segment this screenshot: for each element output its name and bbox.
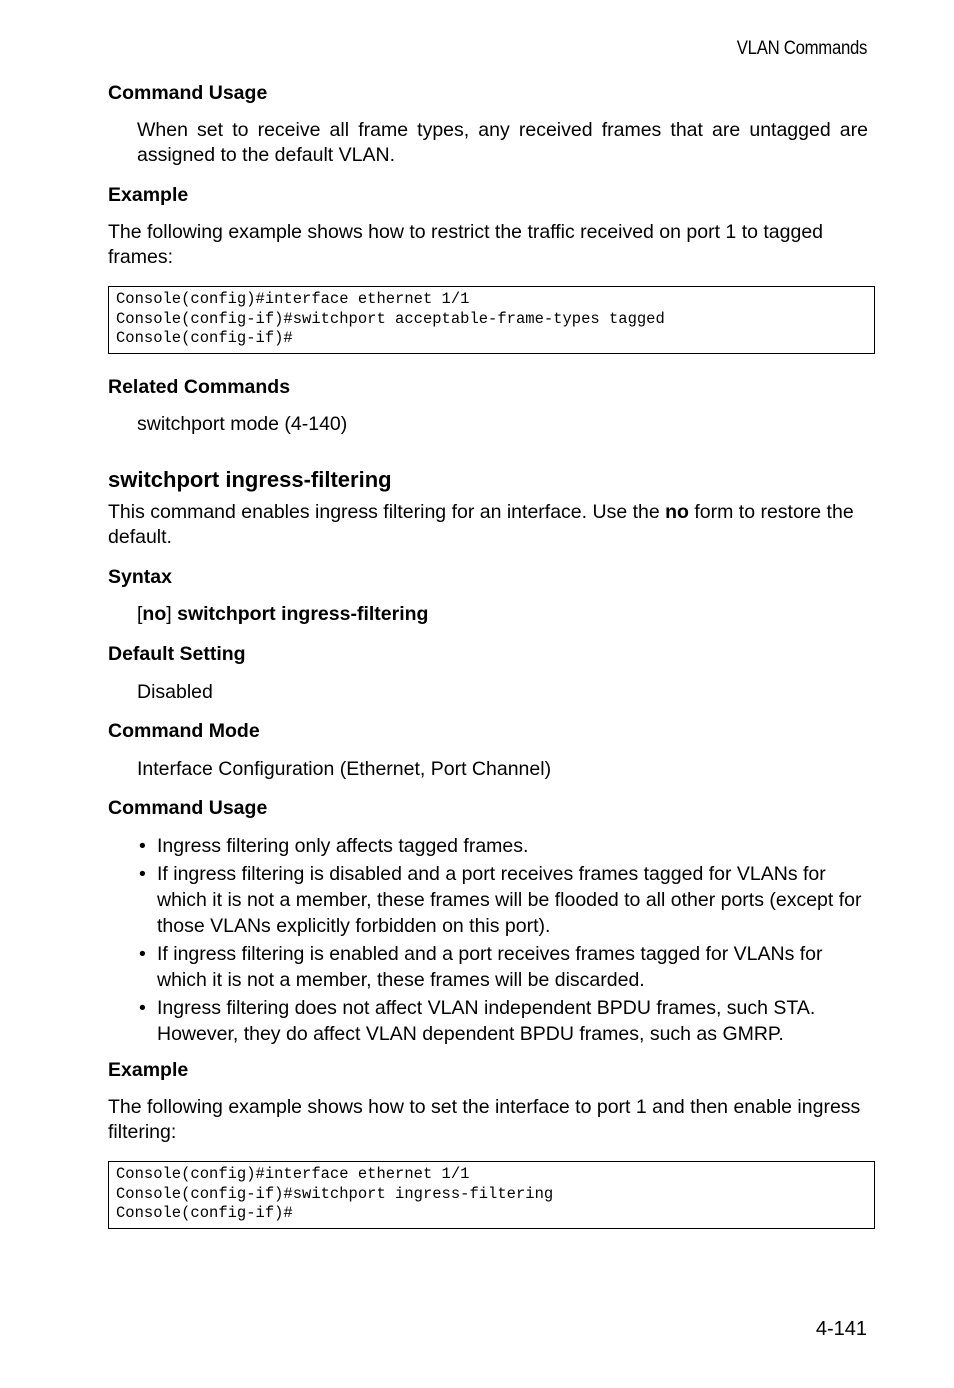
related-command-link: switchport mode (4-140)	[137, 413, 348, 435]
code-line: Console(config-if)#	[116, 329, 293, 347]
command-usage-heading-2: Command Usage	[108, 797, 268, 819]
running-header: VLAN Commands	[736, 38, 867, 59]
example-intro-2: The following example shows how to set the interface to port 1 and then enable ingress filtering:	[108, 1096, 861, 1143]
list-item-text: If ingress filtering is disabled and a port receives frames tagged for VLANs for which it is not a member, these frames will be flooded to all other ports (except for those VLANs explicitly forbidden on this port).	[157, 863, 862, 937]
usage-list	[137, 833, 868, 1049]
code-line: Console(config-if)#	[116, 1204, 293, 1222]
bullet-icon: •	[139, 863, 146, 885]
section-title: switchport ingress-filtering	[108, 467, 392, 492]
bullet-icon: •	[139, 997, 146, 1019]
syntax-heading: Syntax	[108, 566, 172, 588]
example-intro: The following example shows how to restrict the traffic received on port 1 to tagged frames:	[108, 221, 824, 268]
list-item	[137, 995, 868, 1047]
syntax-bracket-open: [	[137, 603, 143, 625]
default-setting-heading: Default Setting	[108, 643, 246, 665]
command-usage-text: When set to receive all frame types, any received frames that are untagged are assigned to the default VLAN.	[137, 119, 868, 166]
list-item	[137, 941, 868, 993]
default-setting-text: Disabled	[137, 681, 213, 703]
code-block	[108, 286, 875, 354]
example-heading: Example	[108, 184, 189, 206]
section-intro	[108, 500, 868, 550]
bullet-icon: •	[139, 835, 146, 857]
related-commands-heading: Related Commands	[108, 376, 291, 398]
code-block-2	[108, 1161, 875, 1229]
code-line: Console(config-if)#switchport acceptable-frame-types tagged	[116, 309, 665, 328]
list-item-text: Ingress filtering only affects tagged frames.	[157, 835, 529, 857]
command-usage-heading: Command Usage	[108, 82, 268, 104]
intro-bold: no	[665, 501, 689, 523]
list-item-text: If ingress filtering is enabled and a port receives frames tagged for VLANs for which it is not a member, these frames will be discarded.	[157, 943, 823, 991]
list-item	[137, 861, 868, 939]
intro-text-end: form to restore the default.	[108, 501, 854, 548]
command-mode-heading: Command Mode	[108, 720, 260, 742]
syntax-command: switchport ingress-filtering	[177, 603, 429, 625]
syntax-bracket-close: ]	[166, 603, 178, 625]
page-number: 4-141	[815, 1318, 867, 1340]
code-line: Console(config)#interface ethernet 1/1	[116, 1165, 470, 1183]
syntax-no: no	[142, 603, 167, 625]
example-heading-2: Example	[108, 1059, 189, 1081]
intro-text: This command enables ingress filtering for an interface. Use the	[108, 501, 666, 523]
bullet-icon: •	[139, 943, 146, 965]
code-line: Console(config-if)#switchport ingress-filtering	[116, 1184, 554, 1203]
list-item	[137, 833, 868, 859]
code-line: Console(config)#interface ethernet 1/1	[116, 290, 470, 308]
list-item-text: Ingress filtering does not affect VLAN independent BPDU frames, such STA. However, they do affect VLAN dependent BPDU frames, such as GMRP.	[157, 997, 816, 1045]
command-mode-text: Interface Configuration (Ethernet, Port Channel)	[137, 758, 552, 780]
syntax-line	[137, 602, 868, 627]
